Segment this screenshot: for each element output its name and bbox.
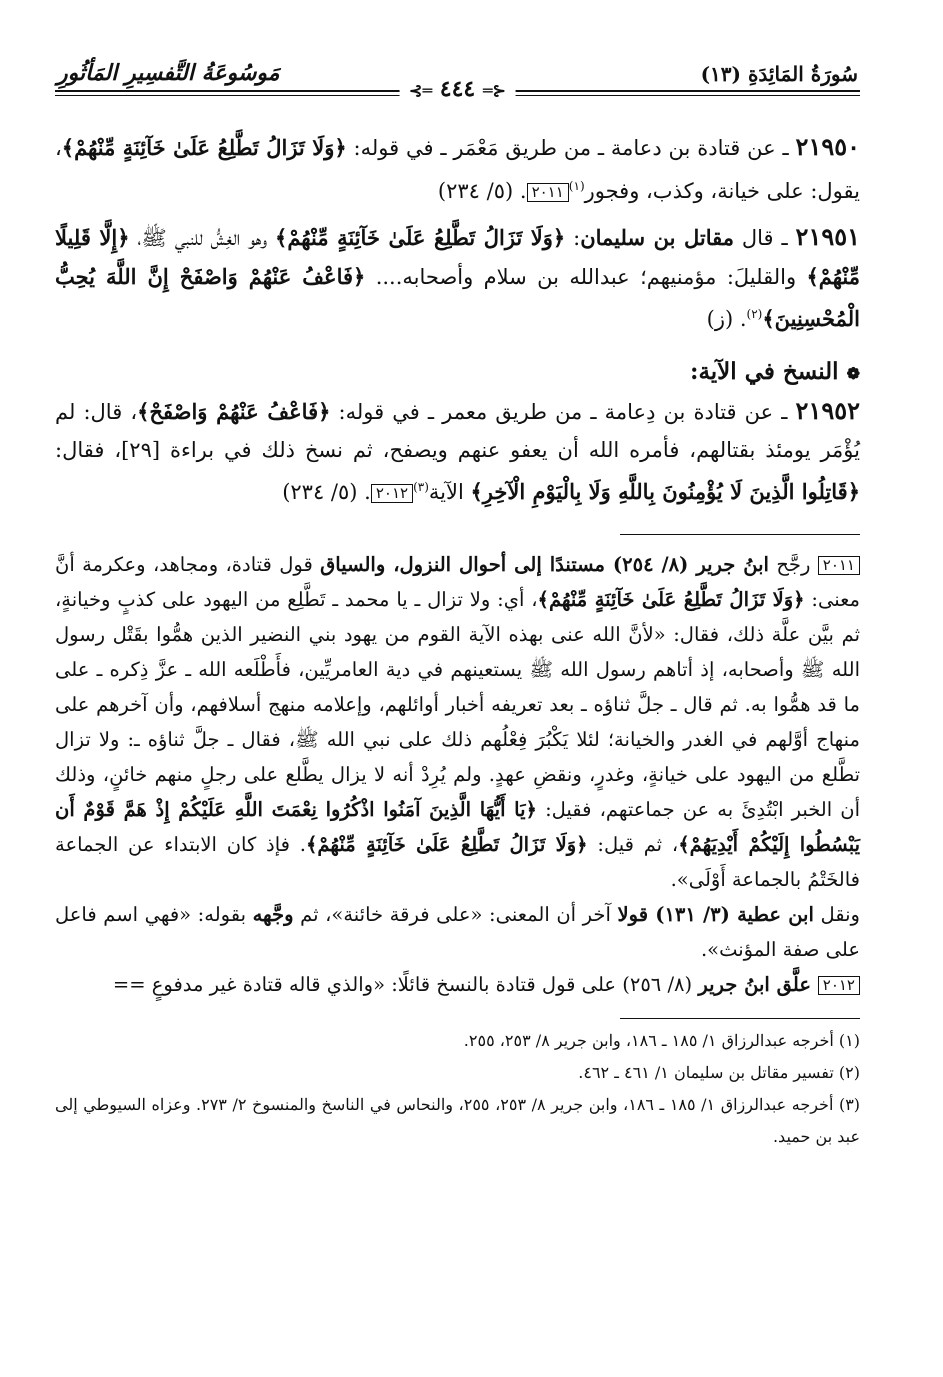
quran-quote: ﴿قَاتِلُوا الَّذِينَ لَا يُؤْمِنُونَ بِاللَّهِ وَلَا بِالْيَوْمِ الْآخِرِ﴾ xyxy=(470,479,860,504)
quran-quote: ﴿إِلَّا قَلِيلًا مِّنْهُمْ﴾ xyxy=(55,225,861,289)
footnotes xyxy=(55,1025,860,1153)
quran-quote: ﴿فَاعْفُ عَنْهُمْ وَاصْفَحْ إِنَّ اللَّهَ يُحِبُّ الْمُحْسِنِينَ﴾ xyxy=(55,263,860,331)
section-heading xyxy=(55,353,860,393)
footnote-marker[interactable]: (٢) xyxy=(746,307,763,321)
note-emphasis: وجَّهه xyxy=(252,902,294,926)
narrator-name: مقاتل بن سليمان xyxy=(580,225,734,250)
note-text: بقوله: «فهي اسم فاعل على صفة المؤنث». xyxy=(55,902,860,961)
footnote-1: (١) أخرجه عبدالرزاق ١/ ١٨٥ ـ ١٨٦، وابن جرير ٨/ ٢٥٣، ٢٥٥. xyxy=(463,1030,860,1050)
footnote-3: (٣) أخرجه عبدالرزاق ١/ ١٨٥ ـ ١٨٦، وابن جرير ٨/ ٢٥٣، ٢٥٥، والنحاس في الناسخ والمنسوخ ٢/ ٢٧٣. وعزاه السيوطي إلى عبد بن حميد. xyxy=(55,1094,861,1146)
entry-text: الآية xyxy=(428,480,471,504)
note-ref-box[interactable]: ٢٠١٢ xyxy=(371,484,413,503)
entry-text: ـ عن قتادة بن دِعامة ـ من طريق معمر ـ في قوله: xyxy=(330,400,796,424)
note-text: رجَّح xyxy=(768,552,818,576)
footnote-2: (٢) تفسير مقاتل بن سليمان ١/ ٤٦١ ـ ٤٦٢. xyxy=(578,1062,860,1082)
ornament-right-icon: ⊰═ xyxy=(482,81,506,100)
note-text: ونقل xyxy=(813,902,860,926)
entry-text: ، قال: لم يُؤْمَر يومئذ بقتالهم، فأمره الله أن يعفو عنهم ويصفح، ثم نسخ ذلك في براءة [٢٩]، فقال: xyxy=(55,400,861,462)
note-ref-box[interactable]: ٢٠١١ xyxy=(527,183,569,202)
entry-text: والقليلَ: مؤمنيهم؛ عبدالله بن سلام وأصحابه.... xyxy=(365,264,807,289)
note-emphasis: علَّق ابنُ جرير xyxy=(698,972,818,996)
note-2012 xyxy=(55,967,860,1002)
surah-title: سُورَةُ المَائِدَةِ (١٣) xyxy=(700,62,858,86)
entry-text: ـ قال xyxy=(733,226,796,250)
note-2011 xyxy=(55,547,860,897)
flower-ornament-icon: ❁ xyxy=(846,363,860,383)
note-text: (٨/ ٢٥٦) على قول قتادة بالنسخ قائلًا: «والذي قاله قتادة غير مدفوعٍ == xyxy=(112,972,699,996)
footnotes-separator xyxy=(620,1018,860,1019)
note-text: ، ثم قيل: xyxy=(587,832,679,856)
note-text: ، أي: ولا تزال ـ يا محمد ـ تَطَّلِع من اليهود على كذبٍ وخيانةٍ، ثم بيَّن علَّة ذلك، فقال: «لأنَّ الله عنى بهذه الآية القوم من يهود بني النضير الذين همُّوا بقَتْل رسول الله ﷺ وأصحابه، إذ أتاهم رسول الله ﷺ يستعينهم في دية العامريِّين، فأَطْلَعه الله ـ عزَّ ذِكره ـ على ما قد همُّوا به. ثم قال ـ جلَّ ثناؤه ـ بعد تعريفه أخبار أوائلهم، وإعلامه منهج أسلافهم، وأن آخرهم على منهاج أوَّلهم في الغدر والخيانة؛ لئلا يَكْبُرَ فِعْلُهم ذلك على نبي الله ﷺ، فقال ـ جلَّ ثناؤه ـ: ولا تزال تطَّلع من اليهود على خيانةٍ، وغدرٍ، ونقضِ عهدٍ. ولم يُرِدْ أنه لا يزال يطَّلع على رجلٍ منهم خائنٍ، وذلك أن الخبر ابْتُدِئَ به عن جماعتهم، فقيل: xyxy=(55,587,860,821)
entry-number: ٢١٩٥٢ xyxy=(795,396,860,425)
quran-quote: ﴿فَاعْفُ عَنْهُمْ وَاصْفَحْ﴾ xyxy=(137,399,331,424)
entry-21952 xyxy=(55,392,860,512)
entry-21951 xyxy=(55,218,860,339)
entry-text: : xyxy=(565,226,581,250)
quran-quote: ﴿وَلَا تَزَالُ تَطَّلِعُ عَلَىٰ خَآئِنَةٍ مِّنْهُمْ﴾ xyxy=(537,587,805,611)
entry-number: ٢١٩٥١ xyxy=(795,222,860,251)
footnote-marker[interactable]: (٣) xyxy=(413,480,429,494)
volume-reference: . (ز) xyxy=(706,307,747,331)
book-title: مَوسُوعَةُ التَّفسِيرِ المَأثُورِ xyxy=(57,60,280,86)
quran-quote: ﴿وَلَا تَزَالُ تَطَّلِعُ عَلَىٰ خَآئِنَةٍ مِّنْهُمْ﴾ xyxy=(61,135,347,160)
book-page xyxy=(55,40,860,1360)
note-text: آخر أن المعنى: «على فرقة خائنة»، ثم xyxy=(293,902,618,926)
page-number-value: ٤٤٤ xyxy=(439,76,476,102)
note-number-box: ٢٠١٢ xyxy=(818,976,860,995)
footnote-marker[interactable]: (١) xyxy=(568,178,585,193)
volume-reference: . (٥/ ٢٣٤) xyxy=(282,480,371,504)
quran-quote: ﴿وَلَا تَزَالُ تَطَّلِعُ عَلَىٰ خَآئِنَةٍ مِّنْهُمْ﴾ xyxy=(275,225,566,250)
quran-quote: ﴿يَا أَيُّهَا الَّذِينَ آمَنُوا اذْكُرُوا نِعْمَتَ اللَّهِ عَلَيْكُمْ إِذْ هَمَّ قَوْمٌ أَن يَبْسُطُوا إِلَيْكُمْ أَيْدِيَهُمْ﴾ xyxy=(55,797,860,856)
note-emphasis: ابنُ جرير (٨/ ٢٥٤) مستندًا إلى أحوال النزول، والسياق xyxy=(320,552,769,576)
section-heading-text: النسخ في الآية: xyxy=(689,357,839,385)
page-number xyxy=(399,76,516,102)
entry-21950 xyxy=(55,128,860,210)
notes-separator xyxy=(620,534,860,535)
note-number-box: ٢٠١١ xyxy=(818,556,860,575)
note-emphasis: ابن عطية (٣/ ١٣١) قولا xyxy=(617,902,814,926)
commentary-notes xyxy=(55,547,860,1002)
entry-text: ـ عن قتادة بن دعامة ـ من طريق مَعْمَر ـ في قوله: xyxy=(346,136,796,160)
note-text: قول قتادة، ومجاهد، وعكرمة أنَّ معنى: xyxy=(55,552,860,611)
entry-text: ، يقول: على خيانة، وكذب، وفجور xyxy=(55,136,860,203)
entry-number: ٢١٩٥٠ xyxy=(795,132,860,161)
volume-reference: . (٥/ ٢٣٤) xyxy=(437,178,527,203)
quran-quote: ﴿وَلَا تَزَالُ تَطَّلِعُ عَلَىٰ خَآئِنَةٍ مِّنْهُمْ﴾ xyxy=(305,832,588,856)
ornament-left-icon: ═⊱ xyxy=(409,81,433,100)
note-text: . فإذ كان الابتداء عن الجماعة فالخَتْمُ بالجماعة أَوْلَى». xyxy=(55,832,860,891)
page-body xyxy=(55,128,860,1153)
entry-text: وهو الغِشُّ للنبي ﷺ، xyxy=(129,226,276,250)
note-2011-cont xyxy=(55,897,860,967)
